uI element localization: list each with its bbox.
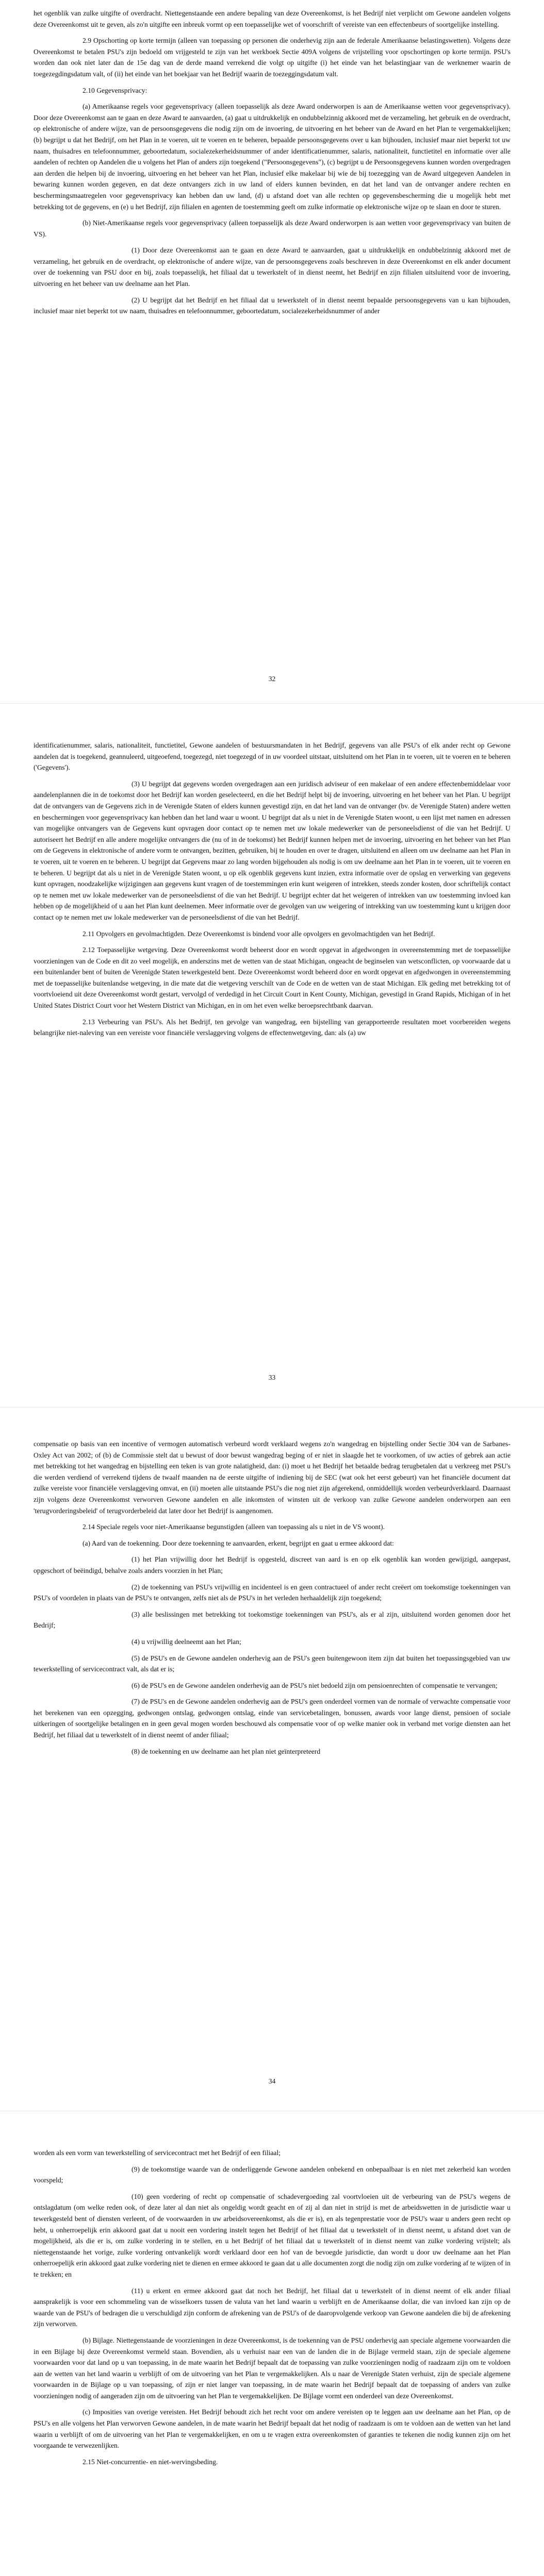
section-2-10-b-3: (3) U begrijpt dat gegevens worden overgedragen aan een juridisch adviseur of een makelaar of een andere effectenbemiddelaar voor aandelenplannen die in de toekomst door het Bedrijf kan worden geselecteerd, en die het Bedrijf helpt bij de invoering, uitvoering en het beheer van het Plan. U begrijpt dat de ontvangers van de Gegevens zich in de Verenigde Staten of elders kunnen gevestigd zijn, en dat het land van de ontvanger (bv. de Verenigde Staten) andere wetten en beschermingen voor gegevensprivacy kan hebben dan het land waar u woont. U begrijpt dat als u niet in de Verenigde Staten woont, u een lijst met namen en adressen van mogelijke ontvangers van de Gegevens kunt opvragen door contact op te nemen met uw lokale medewerker van de personeelsdienst of die van het Bedrijf. U autoriseert het Bedrijf en alle andere mogelijke ontvangers die (nu of in de toekomst) het Bedrijf kunnen helpen met de invoering, uitvoering en het beheer van het Plan om de Gegevens in elektronische of andere vorm te ontvangen, bezitten, gebruiken, bij te houden en over te dragen, uitsluitend en alleen om uw deelname aan het Plan in te voeren, uit te voeren en te beheren. U begrijpt dat Gegevens maar zo lang worden bijgehouden als nodig is om uw deelname aan het Plan in te voeren, uit te voeren en te beheren. U begrijpt dat als u niet in de Verenigde Staten woont, u op elk ogenblik gegevens kunt inzien, extra informatie over de opslag en verwerking van gegevens kunt opvragen, noodzakelijke wijzigingen aan gegevens kunt vragen of de toestemmingen erin kunt weigeren of intrekken, steeds zonder kosten, door schriftelijk contact op te nemen met uw lokale medewerker van de personeelsdienst of die van het Bedrijf. U begrijpt echter dat het weigeren of intrekken van uw toestemming invloed kan hebben op de mogelijkheid of u aan het Plan kunt deelnemen. Meer informatie over de gevolgen van uw weigering of intrekking van uw toestemming kunt u krijgen door contact op te nemen met uw lokale medewerker van de personeelsdienst of die van het Bedrijf. bbox=[34, 779, 510, 921]
list-item: (10) geen vordering of recht op compensatie of schadevergoeding zal voortvloeien uit de verbeuring van de PSU's wegens de ontslagdatum (om welke reden ook, of deze later al dan niet als ongeldig wordt geacht en of zij al dan niet in strijd is met de arbeidswetten in de jurisdictie waar u tewerkgesteld bent of diensten verleent, of de voorwaarden in uw arbeidsovereenkomst, als die er is), en als tegenprestatie voor de PSU's waar u anders geen recht op hebt, u onherroepelijk erin akkoord gaat dat u nooit een vordering instelt tegen het Bedrijf of het filiaal dat u tewerkstelt of in dienst neemt, u afstand doet van de mogelijkheid, als die er is, om zulke vordering in te stellen, en u het Bedrijf of het filiaal dat u tewerkstelt of in dienst neemt van zulke vordering vrijstelt; als niettegenstaande het vorige, zulke vordering ontvankelijk wordt verklaard door een hof van de bevoegde jurisdictie, dan wordt u door uw deelname aan het Plan onherroepelijk erin akkoord gaat zulke vordering niet te dienen en ermee akkoord te gaan dat u alle documenten zorgt die nodig zijn om zulke vordering af te wijzen of in te trekken; en bbox=[34, 2192, 510, 2278]
paragraph: identificatienummer, salaris, nationaliteit, functietitel, Gewone aandelen of bestuursmandaten in het Bedrijf, gegevens van alle PSU's of elk ander recht op Gewone aandelen dat is toegekend, geannuleerd, uitgeoefend, toegezegd, niet toegezegd of in uw voordeel uitstaat, uitsluitend om het Plan in te voeren, uit te voeren en te beheren ('Gegevens'). bbox=[34, 741, 510, 772]
section-2-11: 2.11 Opvolgers en gevolmachtigden. Deze Overeenkomst is bindend voor alle opvolgers en gevolmachtigden van het Bedrijf. bbox=[83, 929, 435, 938]
section-2-9: 2.9 Opschorting op korte termijn (alleen van toepassing op personen die onderhevig zijn aan de federale Amerikaanse belastingswetten). Volgens deze Overeenkomst te betalen PSU's zijn bedoeld om vrijgesteld te zijn van het werkboek Sectie 409A volgens de vrijstelling voor opschortingen op korte termijn. PSU's worden dan ook niet later dan de 15e dag van de derde maand verrekend die volgt op uitgifte (i) het einde van het belastingjaar van de werknemer waarin de toegezegdingsdatum valt, of (ii) het einde van het boekjaar van het Bedrijf waarin de toezeggingsdatum valt. bbox=[34, 37, 510, 78]
section-2-12: 2.12 Toepasselijke wetgeving. Deze Overeenkomst wordt beheerst door en wordt opgevat in afgedwongen in overeenstemming met de toepasselijke voorzieningen van de Code en dit zo veel mogelijk, en anderszins met de wetten van de staat Michigan, ongeacht de beginselen van wetsconflicten, op voorwaarde dat u een buitenlander bent of buiten de Verenigde Staten tewerkgesteld bent. Deze Overeenkomst wordt beheerd door en wordt opgevat en afgedwongen in overeenstemming met de toepasselijke buitenlandse wetgeving, in die mate dat die wetgeving verschilt van de Code en de wetten van de staat Michigan. Elk geding met betrekking tot of voortvloeiend uit deze Overeenkomst wordt gestart, vervolgd of verdedigd in het Circuit Court in Kent County, Michigan, gevestigd in Grand Rapids, Michigan of in het United States District Court voor het Western District van Michigan, en in om het even welke beroepsrechtbank daarvan. bbox=[34, 946, 510, 1010]
section-2-13: 2.13 Verbeuring van PSU's. Als het Bedrijf, ten gevolge van wangedrag, een bijstelling van gerapporteerde resultaten moet voorbereiden wegens belangrijke niet-naleving van een vereiste voor financiële verslaggeving volgens de effectenwetgeving, dan: als (a) uw bbox=[34, 1018, 510, 1037]
list-item: (8) de toekenning en uw deelname aan het plan niet geïnterpreteerd bbox=[131, 1747, 321, 1755]
paragraph: worden als een vorm van tewerkstelling of servicecontract met het Bedrijf of een filiaal; bbox=[34, 2149, 281, 2157]
list-item: (1) het Plan vrijwillig door het Bedrijf is opgesteld, discreet van aard is en op elk ogenblik kan worden gewijzigd, aangepast, opgeschort of beëindigd, behalve zoals anders voorzien in het Plan; bbox=[34, 1555, 510, 1574]
list-item: (4) u vrijwillig deelneemt aan het Plan; bbox=[131, 1637, 241, 1646]
page-number: 33 bbox=[268, 1374, 276, 1381]
page-33 bbox=[0, 704, 544, 1407]
section-2-15: 2.15 Niet-concurrentie- en niet-wervingsbeding. bbox=[83, 2458, 218, 2466]
list-item: (9) de toekomstige waarde van de onderliggende Gewone aandelen onbekend en onbepaalbaar is en niet met zekerheid kan worden voorspeld; bbox=[34, 2165, 510, 2184]
paragraph: compensatie op basis van een incentive of vermogen automatisch verbeurd wordt verklaard wegens zo'n wangedrag en bijstelling onder Sectie 304 van de Sarbanes-Oxley Act van 2002; of (b) de Commissie stelt dat u bewust of door bewust wangedrag beging of er niet in slaagde het te voorkomen, of uw acties of gebrek aan actie met betrekking tot het wangedrag en bijstelling een teken is van grote nalatigheid, dan: (i) moet u het Bedrijf het betaalde bedrag terugbetalen dat u verkreeg met PSU's die werden verdiend of verrekend tijdens de twaalf maanden na de eerste uitgifte of indiening bij de SEC (wat ook het eerst gebeurt) van het financiële document dat zulke vereiste voor financiële verslaggeving omvat, en (ii) moeten alle uitstaande PSU's die nog niet zijn afgerekend, onmiddellijk worden verbeurdverklaard. Daarnaast zijn volgens deze Overeenkomst verworven Gewone aandelen en alle inkomsten of winsten uit de verkoop van zulke Gewone aandelen onderworpen aan een 'terugvorderingsbeleid' of terugvorderbeleid dat later door het Bedrijf is aangenomen. bbox=[34, 1440, 510, 1515]
section-2-10-heading: 2.10 Gegevensprivacy: bbox=[83, 86, 147, 94]
page-number: 34 bbox=[268, 2077, 276, 2085]
page-32 bbox=[0, 0, 544, 703]
section-2-10-b-2: (2) U begrijpt dat het Bedrijf en het filiaal dat u tewerkstelt of in dienst neemt bepaalde persoonsgegevens van u kan bijhouden, inclusief maar niet beperkt tot uw naam, thuisadres en telefoonnummer, geboortedatum, socialezekerheidsnummer of ander bbox=[34, 296, 510, 315]
paragraph: het ogenblik van zulke uitgifte of overdracht. Niettegenstaande een andere bepaling van deze Overeenkomst, is het Bedrijf niet verplicht om Gewone aandelen volgens deze Overeenkomst uit te geven, als zo'n uitgifte een inbreuk vormt op een toepasselijke wet of voorschrift of vereiste van een effectenbeurs of soortgelijke instelling. bbox=[34, 9, 510, 28]
section-2-14-b: (b) Bijlage. Niettegenstaande de voorzieningen in deze Overeenkomst, is de toekenning van de PSU onderhevig aan speciale algemene voorwaarden die in een Bijlage bij deze Overeenkomst vermeld staan. Bovendien, als u verhuist naar een van de landen die in de Bijlage vermeld staan, zijn de speciale algemene voorwaarden voor dat land op u van toepassing, in de mate waarin het Bedrijf bepaalt dat de toepassing van zulke voorzieningen nodig of raadzaam zijn om te voldoen aan de wetten van het land waarin u verblijft of om de uitvoering van het Plan te vergemakkelijken. Als u naar de Verenigde Staten verhuist, zijn de speciale algemene voorwaarden in de Bijlage op u van toepassing, of zijn er niet langer van toepassing, in de mate waarin het Bedrijf bepaalt dat de toepassing of anders van zulke voorzieningen nodig of aangeraden zijn om de uitvoering van het Plan te vergemakkelijken. De Bijlage vormt een onderdeel van deze Overeenkomst. bbox=[34, 2336, 510, 2400]
page-35 bbox=[0, 2111, 544, 2576]
section-2-10-b-1: (1) Door deze Overeenkomst aan te gaan en deze Award te aanvaarden, gaat u uitdrukkelijk en ondubbelzinnig akkoord met de verzameling, het gebruik en de overdracht, op elektronische of andere wijze, van de persoonsgegevens zoals beschreven in deze Overeenkomst en elk ander document over de toekenning van PSU door en bij, zoals toepasselijk, het filiaal dat u tewerkstelt of in dienst neemt, het Bedrijf en zijn filialen uitsluitend voor de invoering, uitvoering en het beheer van uw deelname aan het Plan. bbox=[34, 246, 510, 288]
page-body bbox=[34, 740, 510, 1044]
list-item: (3) alle beslissingen met betrekking tot toekomstige toekenningen van PSU's, als er al zijn, uitsluitend worden genomen door het Bedrijf; bbox=[34, 1610, 510, 1630]
list-item: (2) de toekenning van PSU's vrijwillig en incidenteel is en geen contractueel of ander recht creëert om toekomstige toekenningen van PSU's of voordelen in plaats van de PSU's te ontvangen, zelfs niet als de PSU's in het verleden herhaaldelijk zijn toegekend; bbox=[34, 1583, 510, 1602]
section-2-14-c: (c) Imposities van overige vereisten. Het Bedrijf behoudt zich het recht voor om andere vereisten op te leggen aan uw deelname aan het Plan, op de PSU's en alle volgens het Plan verworven Gewone aandelen, in de mate waarin het Bedrijf bepaalt dat het nodig of raadzaam is om te voldoen aan de wetten van het land waarin u verblijft of om de uitvoering van het Plan te vergemakkelijken, en om u te vragen extra overeenkomsten of garanties te tekenen die nodig kunnen zijn om het voorgaande te verwezenlijken. bbox=[34, 2408, 510, 2450]
page-body bbox=[34, 2147, 510, 2472]
page-34 bbox=[0, 1408, 544, 2111]
section-2-10-a: (a) Amerikaanse regels voor gegevensprivacy (alleen toepasselijk als deze Award onderworpen is aan de Amerikaanse wetten voor gegevensprivacy). Door deze Overeenkomst aan te gaan en deze Award te aanvaarden, (a) gaat u uitdrukkelijk en ondubbelzinnig akkoord met de verzameling, het gebruik en de overdracht, op elektronische of andere wijze, van de persoonsgegevens die nodig zijn om de invoering, de uitvoering en het beheer van de Award en het Plan te vergemakkelijken; (b) begrijpt u dat het Bedrijf, om het Plan in te voeren, uit te voeren en te beheren, bepaalde persoonsgegevens over u kan bijhouden, inclusief maar niet beperkt tot uw naam, thuisadres en telefoonnummer, geboortedatum, socialezekerheidsnummer of ander identificatienummer, salaris, nationaliteit, functietitel en informatie over alle aandelen of rechten op Aandelen die u volgens het Plan of anders zijn toegekend ("Persoonsgegevens"), (c) begrijpt u de Persoonsgegevens kunnen worden overgedragen aan derden die helpen bij de invoering, uitvoering en het beheer van het Plan, inclusief elke makelaar bij wie de bij toezegging van de Award uitgegeven Aandelen in bewaring kunnen worden gegeven, en dat deze ontvangers zich in uw land of elders kunnen bevinden, en dat het land van de ontvanger andere rechten en beschermingsmaatregelen voor gegevensprivacy kan hebben dan uw land, (d) u afstand doet van alle rechten op gegevensbescherming die u mogelijk hebt met betrekking tot de gegevens, en (e) u het Bedrijf, zijn filialen en agenten de toestemming geeft om zulke informatie op elektronische wijze op te slaan en door te sturen. bbox=[34, 103, 511, 211]
page-body bbox=[34, 8, 510, 322]
list-item: (7) de PSU's en de Gewone aandelen onderhevig aan de PSU's geen onderdeel vormen van de normale of verwachte compensatie voor het berekenen van een opzegging, gedwongen ontslag, gedwongen ontslag, einde van servicebetalingen, bonussen, awards voor lange dienst, pensioen of sociale uitkeringen of soortgelijke betalingen en in geen geval mogen worden beschouwd als compensatie voor of op welke manier ook in verband met vorige diensten aan het Bedrijf, het filiaal dat u tewerkstelt of in dienst neemt of ander filiaal; bbox=[34, 1698, 510, 1739]
section-2-14: 2.14 Speciale regels voor niet-Amerikaanse begunstigden (alleen van toepassing als u niet in de VS woont). bbox=[83, 1523, 385, 1531]
section-2-10-b: (b) Niet-Amerikaanse regels voor gegevensprivacy (alleen toepasselijk als deze Award onderworpen is aan wetten voor gegevensprivacy van buiten de VS). bbox=[34, 219, 510, 238]
page-number: 32 bbox=[268, 675, 276, 683]
list-item: (5) de PSU's en de Gewone aandelen onderhevig aan de PSU's geen buitengewoon item zijn dat buiten het toepassingsgebied van uw tewerkstelling of servicecontract valt, als dat er is; bbox=[34, 1654, 510, 1673]
list-item: (6) de PSU's en de Gewone aandelen onderhevig aan de PSU's niet bedoeld zijn om pensioenrechten of compensatie te vervangen; bbox=[131, 1681, 498, 1689]
section-2-14-a: (a) Aard van de toekenning. Door deze toekenning te aanvaarden, erkent, begrijpt en gaat u ermee akkoord dat: bbox=[83, 1539, 394, 1547]
page-body bbox=[34, 1438, 510, 1762]
list-item: (11) u erkent en ermee akkoord gaat dat noch het Bedrijf, het filiaal dat u tewerkstelt of in dienst neemt of elk ander filiaal aansprakelijk is voor een schommeling van de wisselkoers tussen de valuta van het land waarin u verblijft en de Amerikaanse dollar, die van invloed kan zijn op de waarde van de PSU's of bedragen die u verschuldigd zijn conform de afrekening van de PSU's of de daaropvolgende verkoop van Gewone aandelen die bij de afrekening zijn verworven. bbox=[34, 2286, 510, 2328]
